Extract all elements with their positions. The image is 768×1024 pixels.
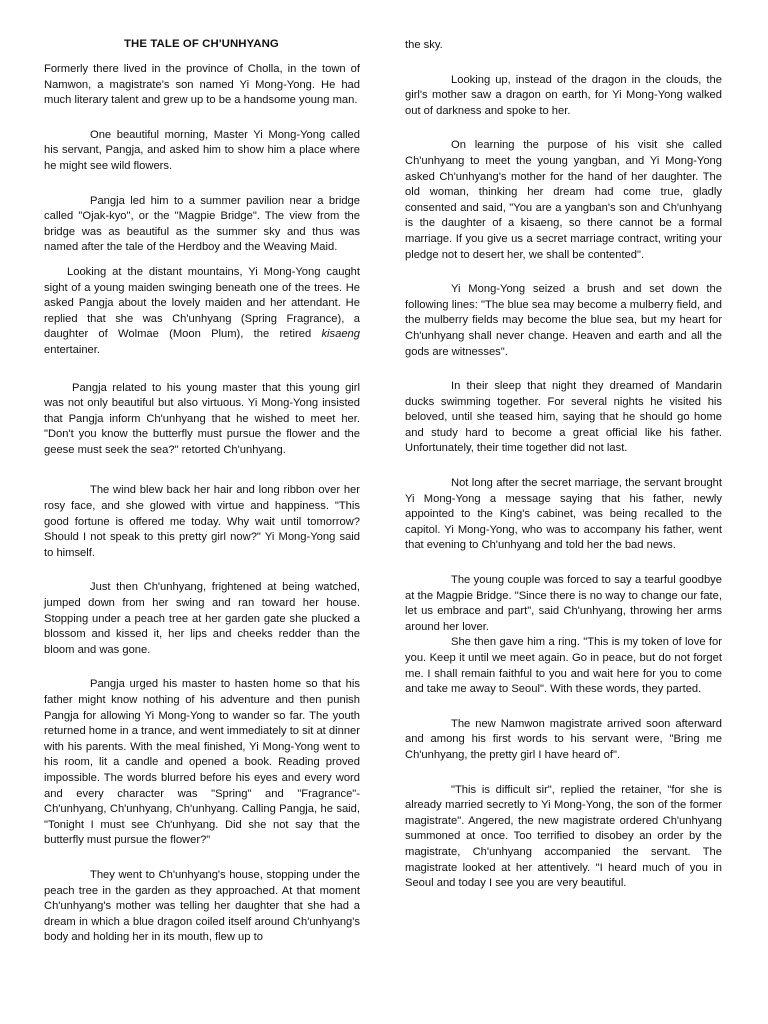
page-title: THE TALE OF CH'UNHYANG (124, 38, 279, 50)
paragraph: Pangja urged his master to hasten home so that his father might know nothing of his adventure and then punish Pangja for allowing Yi Mong-Yong to wander so far. The youth returned home in a trance, and went immediately to sit at dinner with his parents. With the meal finished, Yi Mong-Yong went to his room, lit a candle and opened a book. Reading proved impossible. The words blurred before his eyes and every word and every character was "Spring" and "Fragrance"- Ch'unhyang, Ch'unhyang, Ch'unhyang. Calling Pangja, he said, "Tonight I must see Ch'unhyang. Did she not say that the butterfly must pursue the flower?" (44, 678, 360, 847)
paragraph: They went to Ch'unhyang's house, stopping under the peach tree in the garden as they approached. At that moment Ch'unhyang's mother was telling her daughter that she had a dream in which a blue dragon coiled itself around Ch'unhyang's body and holding her in its mouth, flew up to (44, 868, 360, 944)
paragraph: Not long after the secret marriage, the servant brought Yi Mong-Yong a message saying that his father, newly appointed to the King's cabinet, was being recalled to the capitol. Yi Mong-Yong, who was to accompany his father, went that evening to Ch'unhyang and told her the bad news. (405, 477, 722, 552)
paragraph: Formerly there lived in the province of Cholla, in the town of Namwon, a magistrate's son named Yi Mong-Yong. He had much literary talent and grew up to be a handsome young man. (44, 63, 360, 107)
paragraph: "This is difficult sir", replied the retainer, "for she is already married secretly to Yi Mong-Yong, the son of the former magistrate". Angered, the new magistrate ordered Ch'unhyang summoned at once. Too terrified to disobey an order by the magistrate, Ch'unhyang accompanied the servant. The magistrate looked at her attentively. "I heard much of you in Seoul and today I see you are very beautiful. (405, 783, 722, 890)
paragraph: One beautiful morning, Master Yi Mong-Yong called his servant, Pangja, and asked him to show him a place where he might see wild flowers. (44, 128, 360, 172)
paragraph: The young couple was forced to say a tearful goodbye at the Magpie Bridge. "Since there is no way to change our fate, let us embrace and part", said Ch'unhyang, throwing her arms around her lover. (405, 574, 722, 633)
paragraph: the sky. (405, 39, 443, 51)
paragraph-text: Looking at the distant mountains, Yi Mong-Yong caught sight of a young maiden swinging beneath one of the trees. He asked Pangja about the lovely maiden and her attendant. He replied that she was Ch'unhyang (Spring Fragrance), a daughter of Wolmae (Moon Plum), the retired (44, 265, 360, 341)
left-column (44, 38, 360, 946)
paragraph: The new Namwon magistrate arrived soon afterward and among his first words to his servant were, "Bring me Ch'unhyang, the pretty girl I have heard of". (405, 717, 722, 761)
italic-term: kisaeng (321, 328, 360, 341)
paragraph-tail: entertainer. (44, 343, 100, 356)
paragraph: Looking up, instead of the dragon in the clouds, the girl's mother saw a dragon on earth, for Yi Mong-Yong walked out of darkness and spoke to her. (405, 73, 722, 117)
paragraph: Just then Ch'unhyang, frightened at being watched, jumped down from her swing and ran toward her house. Stopping under a peach tree at her garden gate she plucked a blossom and kissed it, her lips and cheeks redder than the bloom and was gone. (44, 581, 360, 656)
paragraph: She then gave him a ring. "This is my token of love for you. Keep it until we meet again. Go in peace, but do not forget me. I shall remain faithful to you and wait here for you to come and take me away to Seoul". With these words, they parted. (405, 636, 722, 696)
paragraph (44, 265, 360, 359)
paragraph: The wind blew back her hair and long ribbon over her rosy face, and she glowed with virtue and happiness. "This good fortune is offered me today. Why wait until tomorrow? Should I not speak to this pretty girl now?" Yi Mong-Yong said to himself. (44, 484, 360, 559)
paragraph: In their sleep that night they dreamed of Mandarin ducks swimming together. For several nights he visited his beloved, until she teased him, saying that he should go home and study hard to become a great official like his father. Unfortunately, their time together did not last. (405, 380, 722, 455)
right-column (405, 38, 722, 892)
paragraph: Yi Mong-Yong seized a brush and set down the following lines: "The blue sea may become a mulberry field, and the mulberry fields may become the blue sea, but my heart for Ch'unhyang shall never change. Heaven and earth and all the gods are witnesses". (405, 283, 722, 358)
paragraph: Pangja led him to a summer pavilion near a bridge called "Ojak-kyo", or the "Magpie Bridge". The view from the bridge was as beautiful as the summer sky and thus was named after the tale of the Herdboy and the Weaving Maid. (44, 194, 360, 254)
paragraph: On learning the purpose of his visit she called Ch'unhyang to meet the young yangban, and Yi Mong-Yong asked Ch'unhyang's mother for the hand of her daughter. The old woman, thinking her dream had come true, gladly consented and said, "You are a yangban's son and Ch'unhyang is the daughter of a kisaeng, so there cannot be a formal marriage. If you give us a secret marriage contract, writing your pledge not to desert her, we shall be contented". (405, 139, 722, 261)
paragraph: Pangja related to his young master that this young girl was not only beautiful but also virtuous. Yi Mong-Yong insisted that Pangja inform Ch'unhyang that he wished to meet her. "Don't you know the butterfly must pursue the flower and the geese must seek the sea?" retorted Ch'unhyang. (44, 381, 360, 456)
